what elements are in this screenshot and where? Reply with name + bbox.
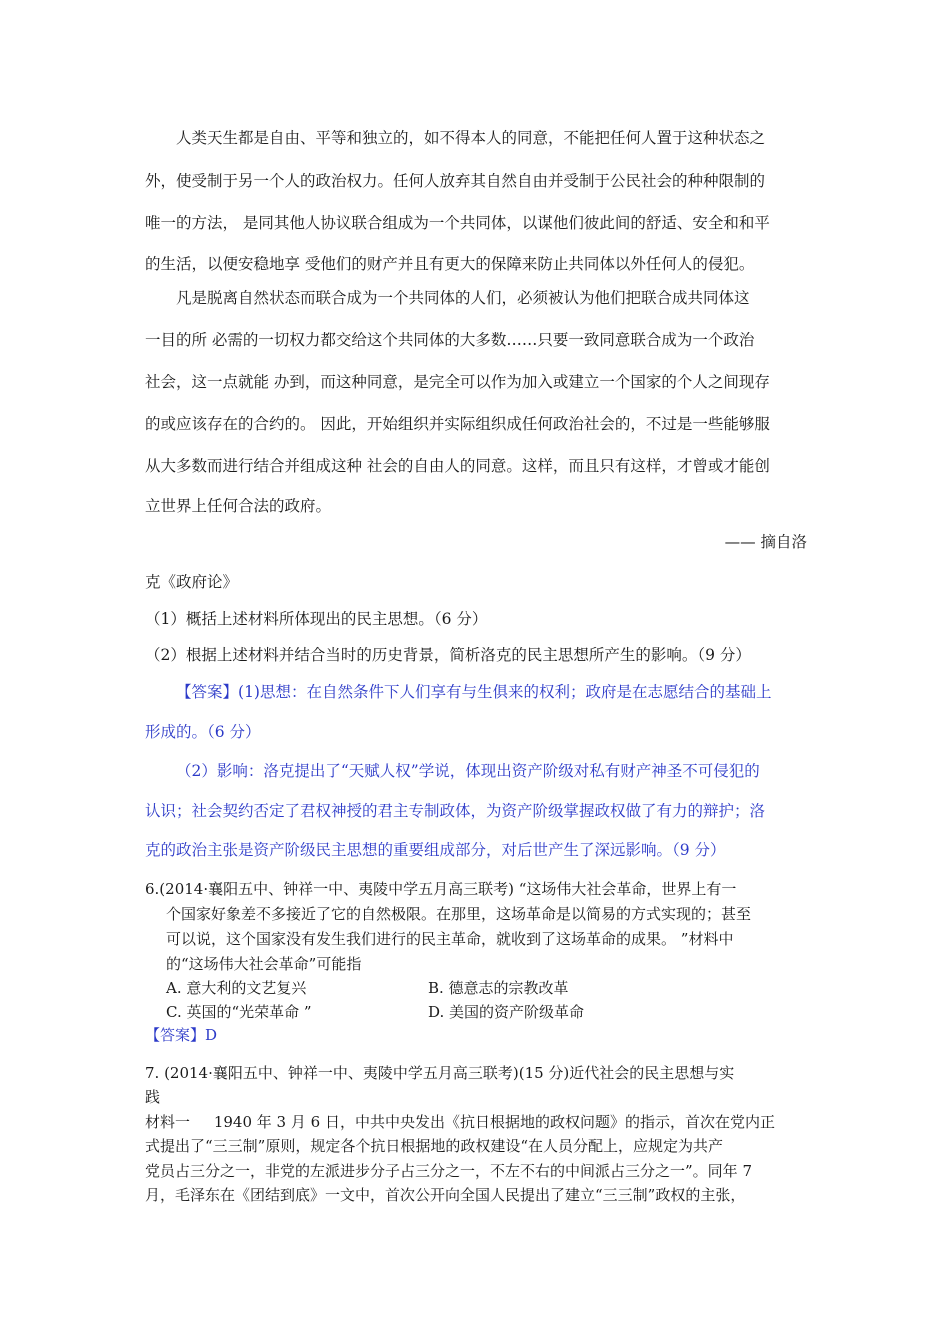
q7-material-line: 党员占三分之一，非党的左派进步分子占三分之一，不左不右的中间派占三分之一”。同年 7 xyxy=(145,1162,752,1180)
q6-option-c: C. 英国的“光荣革命 ” xyxy=(166,1003,312,1021)
passage-line: 的或应该存在的合约的。 因此，开始组织并实际组织成任何政治社会的，不过是一些能够服 xyxy=(145,415,770,433)
source-attribution: —— 摘自洛 xyxy=(724,533,807,551)
passage-line: 人类天生都是自由、平等和独立的，如不得本人的同意，不能把任何人置于这种状态之 xyxy=(176,129,766,147)
question-1: （1）概括上述材料所体现出的民主思想。（6 分） xyxy=(145,610,488,628)
q6-stem-line: 个国家好象差不多接近了它的自然极限。在那里，这场革命是以简易的方式实现的；甚至 xyxy=(166,905,752,923)
passage-line: 凡是脱离自然状态而联合成为一个共同体的人们，必须被认为他们把联合成共同体这 xyxy=(176,289,750,307)
q6-stem-line: 可以说，这个国家没有发生我们进行的民主革命，就收到了这场革命的成果。 ”材料中 xyxy=(166,930,734,948)
q6-stem-line: 的“这场伟大社会革命”可能指 xyxy=(166,955,362,973)
answer-line xyxy=(176,680,771,702)
q6-stem-line: 6.(2014·襄阳五中、钟祥一中、夷陵中学五月高三联考) “这场伟大社会革命，世界上有一 xyxy=(145,880,737,898)
question-2: （2）根据上述材料并结合当时的历史背景，简析洛克的民主思想所产生的影响。（9 分） xyxy=(145,646,751,664)
answer-line: （2）影响：洛克提出了“天赋人权”学说，体现出资产阶级对私有财产神圣不可侵犯的 xyxy=(176,762,760,780)
answer-line: 克的政治主张是资产阶级民主思想的重要组成部分，对后世产生了深远影响。（9 分） xyxy=(145,841,726,859)
q7-material-line: 材料一 1940 年 3 月 6 日，中共中央发出《抗日根据地的政权问题》的指示，首次在党内正 xyxy=(145,1113,775,1131)
q7-stem-line: 践 xyxy=(145,1088,161,1106)
q7-material-line: 式提出了“三三制”原则，规定各个抗日根据地的政权建设“在人员分配上，应规定为共产 xyxy=(145,1137,724,1155)
answer-tag: 【答案】 xyxy=(176,683,239,701)
q6-option-a: A. 意大利的文艺复兴 xyxy=(166,979,307,997)
q6-option-b: B. 德意志的宗教改革 xyxy=(428,979,569,997)
passage-line: 一目的所 必需的一切权力都交给这个共同体的大多数……只要一致同意联合成为一个政治 xyxy=(145,331,755,349)
passage-line: 立世界上任何合法的政府。 xyxy=(145,497,332,515)
q6-option-d: D. 美国的资产阶级革命 xyxy=(428,1003,585,1021)
answer-text: (1)思想：在自然条件下人们享有与生俱来的权利；政府是在志愿结合的基础上 xyxy=(238,683,772,701)
q6-answer xyxy=(145,1024,217,1045)
passage-line: 从大多数而进行结合并组成这种 社会的自由人的同意。这样，而且只有这样，才曾或才能创 xyxy=(145,457,770,475)
q7-material-line: 月，毛泽东在《团结到底》一文中，首次公开向全国人民提出了建立“三三制”政权的主张， xyxy=(145,1186,746,1204)
q6-answer-tag: 【答案】 xyxy=(145,1026,206,1044)
source-attribution-cont: 克《政府论》 xyxy=(145,573,239,591)
q6-answer-value: D xyxy=(205,1026,218,1044)
passage-line: 社会，这一点就能 办到，而这种同意，是完全可以作为加入或建立一个国家的个人之间现存 xyxy=(145,373,770,391)
q7-stem-line: 7. (2014·襄阳五中、钟祥一中、夷陵中学五月高三联考)(15 分)近代社会的民主思想与实 xyxy=(145,1064,735,1082)
passage-line: 唯一的方法， 是同其他人协议联合组成为一个共同体，以谋他们彼此间的舒适、安全和和平 xyxy=(145,214,770,232)
passage-line: 外，使受制于另一个人的政治权力。任何人放弃其自然自由并受制于公民社会的种种限制的 xyxy=(145,172,766,190)
answer-line: 形成的。（6 分） xyxy=(145,723,261,741)
passage-line: 的生活，以便安稳地享 受他们的财产并且有更大的保障来防止共同体以外任何人的侵犯。 xyxy=(145,255,755,273)
answer-line: 认识；社会契约否定了君权神授的君主专制政体，为资产阶级掌握政权做了有力的辩护；洛 xyxy=(145,802,766,820)
